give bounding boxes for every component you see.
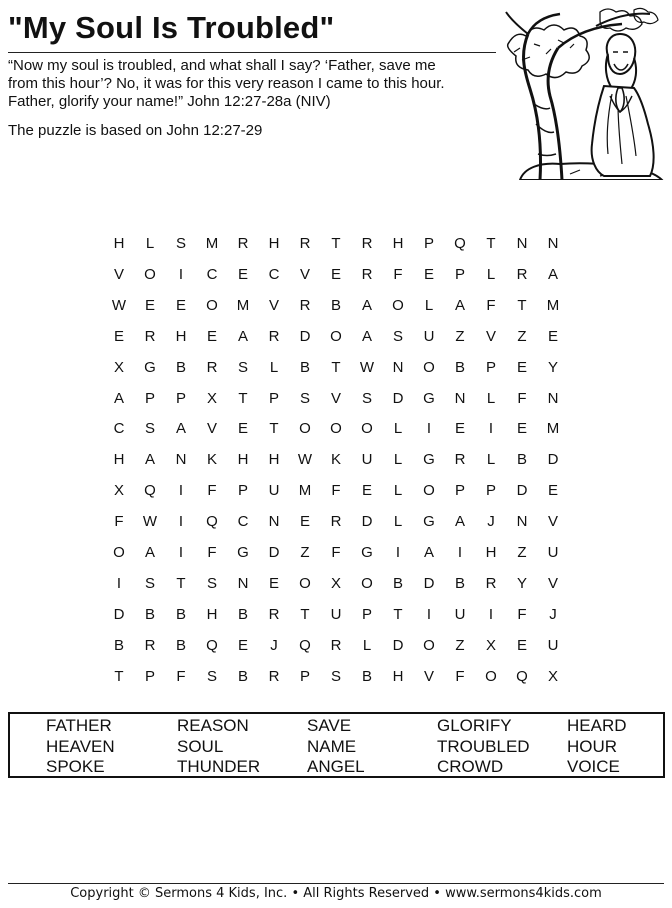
grid-letter: C <box>268 265 280 283</box>
title-underline <box>8 52 496 53</box>
grid-letter: W <box>359 358 375 376</box>
grid-letter: Z <box>517 327 527 345</box>
grid-letter: I <box>488 420 494 438</box>
grid-letter: L <box>393 420 403 438</box>
grid-letter: B <box>237 605 248 623</box>
word-list-column <box>567 716 627 778</box>
grid-letter: R <box>361 265 373 283</box>
grid-letter: G <box>237 544 249 561</box>
grid-letter: S <box>144 420 155 438</box>
copyright-footer: Copyright © Sermons 4 Kids, Inc. • All Rights Reserved • www.sermons4kids.com <box>70 886 602 901</box>
grid-letter: B <box>113 636 124 654</box>
word-list-item: SPOKE <box>46 757 105 776</box>
grid-letter: D <box>547 451 559 469</box>
grid-letter: A <box>423 544 434 561</box>
grid-letter: A <box>361 296 372 314</box>
grid-letter: R <box>516 265 528 283</box>
grid-letter: E <box>330 265 341 283</box>
grid-letter: T <box>269 420 279 438</box>
grid-letter: P <box>175 389 186 407</box>
grid-letter: N <box>516 513 528 531</box>
grid-letter: R <box>144 636 156 654</box>
grid-letter: A <box>237 327 248 345</box>
grid-letter: F <box>486 296 496 314</box>
grid-letter: C <box>113 420 125 438</box>
grid-letter: N <box>268 513 280 531</box>
grid-letter: S <box>206 667 217 685</box>
grid-letter: V <box>113 265 124 283</box>
grid-letter: E <box>423 265 434 283</box>
grid-letter: S <box>392 327 403 345</box>
grid-letter: I <box>426 605 432 623</box>
grid-letter: J <box>270 636 278 654</box>
grid-letter: O <box>206 296 218 314</box>
grid-letter: R <box>237 235 249 252</box>
grid-letter: F <box>207 544 217 561</box>
grid-letter: B <box>175 605 186 623</box>
grid-letter: N <box>237 574 249 592</box>
grid-letter: T <box>331 358 341 376</box>
word-list-item: CROWD <box>437 757 504 776</box>
grid-letter: F <box>517 389 527 407</box>
grid-letter: P <box>485 358 496 376</box>
grid-letter: O <box>144 265 156 283</box>
grid-letter: A <box>144 451 155 469</box>
grid-letter: P <box>237 482 248 500</box>
grid-letter: S <box>206 574 217 592</box>
grid-letter: B <box>330 296 341 314</box>
grid-letter: L <box>393 451 403 469</box>
grid-letter: D <box>299 327 311 345</box>
grid-letter: W <box>111 296 127 314</box>
grid-letter: T <box>114 667 124 685</box>
grid-letter: Q <box>299 636 311 654</box>
grid-letter: Z <box>517 544 527 561</box>
grid-letter: E <box>175 296 186 314</box>
grid-letter: E <box>516 358 527 376</box>
grid-letter: J <box>549 605 557 623</box>
grid-letter: H <box>268 235 280 252</box>
grid-letter: L <box>424 296 434 314</box>
grid-letter: I <box>178 544 184 561</box>
grid-letter: U <box>268 482 280 500</box>
grid-letter: G <box>423 513 435 531</box>
grid-letter: R <box>299 235 311 252</box>
grid-letter: L <box>486 451 496 469</box>
grid-letter: E <box>516 420 527 438</box>
grid-letter: Q <box>206 513 218 531</box>
word-list-item: TROUBLED <box>437 736 530 756</box>
grid-letter: T <box>517 296 527 314</box>
footer-divider <box>8 883 664 884</box>
word-list-item: NAME <box>307 736 357 756</box>
grid-letter: E <box>454 420 465 438</box>
grid-letter: V <box>330 389 341 407</box>
grid-letter: V <box>485 327 496 345</box>
grid-letter: D <box>423 574 435 592</box>
grid-letter: B <box>516 451 527 469</box>
grid-letter: E <box>237 420 248 438</box>
grid-letter: P <box>299 667 310 685</box>
grid-letter: S <box>330 667 341 685</box>
word-list-column <box>46 716 115 778</box>
grid-letter: E <box>268 574 279 592</box>
grid-letter: V <box>547 574 558 592</box>
grid-letter: R <box>330 636 342 654</box>
grid-letter: E <box>516 636 527 654</box>
grid-letter: V <box>547 513 558 531</box>
word-list-column <box>437 716 530 778</box>
jesus-praying-by-tree-icon <box>500 4 666 180</box>
grid-letter: K <box>330 451 341 469</box>
grid-letter: N <box>516 235 528 252</box>
grid-letter: A <box>547 265 558 283</box>
verse-text <box>8 57 508 111</box>
grid-letter: E <box>206 327 217 345</box>
grid-letter: Q <box>144 482 156 500</box>
grid-letter: D <box>268 544 280 561</box>
puzzle-source-note: The puzzle is based on John 12:27-29 <box>8 122 263 139</box>
grid-letter: U <box>361 451 373 469</box>
grid-letter: V <box>206 420 217 438</box>
grid-letter: A <box>113 389 124 407</box>
grid-letter: B <box>454 358 465 376</box>
grid-letter: H <box>113 235 125 252</box>
word-list-item: HEARD <box>567 716 627 735</box>
grid-letter: X <box>113 358 124 376</box>
word-list-item: GLORIFY <box>437 716 512 735</box>
grid-letter: H <box>206 605 218 623</box>
grid-letter: P <box>454 265 465 283</box>
grid-letter: F <box>393 265 403 283</box>
grid-letter: T <box>176 574 186 592</box>
grid-letter: B <box>144 605 155 623</box>
grid-letter: E <box>547 327 558 345</box>
grid-letter: Z <box>455 636 465 654</box>
grid-letter: L <box>145 235 155 252</box>
grid-letter: U <box>454 605 466 623</box>
verse-line: “Now my soul is troubled, and what shall I say? ‘Father, save me <box>8 57 436 74</box>
grid-letter: N <box>547 235 559 252</box>
grid-letter: R <box>485 574 497 592</box>
word-list-item: SAVE <box>307 716 352 735</box>
grid-letter: R <box>144 327 156 345</box>
grid-letter: P <box>144 667 155 685</box>
grid-letter: E <box>547 482 558 500</box>
word-list-item: ANGEL <box>307 757 365 776</box>
grid-letter: B <box>175 358 186 376</box>
grid-letter: P <box>485 482 496 500</box>
grid-letter: O <box>299 420 311 438</box>
grid-letter: J <box>487 513 495 531</box>
grid-letter: R <box>330 513 342 531</box>
grid-letter: R <box>268 327 280 345</box>
grid-letter: F <box>176 667 186 685</box>
grid-letter: I <box>395 544 401 561</box>
grid-letter: C <box>237 513 249 531</box>
grid-letter: L <box>393 482 403 500</box>
grid-letter: H <box>392 667 404 685</box>
grid-letter: A <box>175 420 186 438</box>
grid-letter: D <box>516 482 528 500</box>
grid-letter: V <box>423 667 434 685</box>
grid-letter: R <box>454 451 466 469</box>
grid-letter: Y <box>516 574 527 592</box>
grid-letter: O <box>299 574 311 592</box>
grid-letter: B <box>454 574 465 592</box>
grid-letter: K <box>206 451 217 469</box>
grid-letter: C <box>206 265 218 283</box>
grid-letter: X <box>485 636 496 654</box>
grid-letter: I <box>178 513 184 531</box>
grid-letter: O <box>330 420 342 438</box>
grid-letter: G <box>423 389 435 407</box>
grid-letter: V <box>268 296 279 314</box>
word-search-grid <box>104 229 570 689</box>
grid-letter: R <box>361 235 373 252</box>
grid-letter: G <box>361 544 373 561</box>
grid-letter: U <box>423 327 435 345</box>
grid-letter: F <box>114 513 124 531</box>
grid-letter: E <box>237 636 248 654</box>
grid-letter: M <box>236 296 250 314</box>
grid-letter: N <box>454 389 466 407</box>
grid-letter: O <box>361 420 373 438</box>
grid-letter: B <box>175 636 186 654</box>
word-list-item: THUNDER <box>177 757 261 776</box>
grid-letter: Y <box>547 358 558 376</box>
grid-letter: D <box>361 513 373 531</box>
grid-letter: T <box>393 605 403 623</box>
grid-letter: H <box>175 327 187 345</box>
grid-letter: Z <box>455 327 465 345</box>
grid-letter: I <box>178 482 184 500</box>
grid-letter: I <box>488 605 494 623</box>
grid-letter: O <box>392 296 404 314</box>
grid-letter: F <box>455 667 465 685</box>
grid-letter: O <box>330 327 342 345</box>
grid-letter: L <box>486 265 496 283</box>
grid-letter: Q <box>206 636 218 654</box>
grid-letter: B <box>392 574 403 592</box>
grid-letter: P <box>361 605 372 623</box>
grid-letter: H <box>485 544 497 561</box>
grid-letter: B <box>237 667 248 685</box>
grid-letter: N <box>175 451 187 469</box>
grid-letter: X <box>547 667 558 685</box>
grid-letter: F <box>207 482 217 500</box>
grid-letter: S <box>361 389 372 407</box>
grid-letter: Z <box>300 544 310 561</box>
grid-letter: L <box>393 513 403 531</box>
grid-letter: S <box>299 389 310 407</box>
grid-letter: R <box>268 605 280 623</box>
grid-letter: N <box>392 358 404 376</box>
grid-letter: B <box>361 667 372 685</box>
grid-letter: F <box>331 544 341 561</box>
grid-letter: N <box>547 389 559 407</box>
word-list-box <box>8 712 665 778</box>
verse-line: Father, glorify your name!” John 12:27-28a (NIV) <box>8 93 331 110</box>
word-list-column <box>177 716 260 778</box>
grid-letter: G <box>423 451 435 469</box>
grid-letter: U <box>330 605 342 623</box>
word-list-item: FATHER <box>46 716 112 735</box>
grid-letter: W <box>142 513 158 531</box>
grid-letter: R <box>268 667 280 685</box>
grid-letter: I <box>457 544 463 561</box>
page-title: "My Soul Is Troubled" <box>8 10 335 45</box>
grid-letter: A <box>361 327 372 345</box>
grid-letter: E <box>144 296 155 314</box>
grid-letter: F <box>331 482 341 500</box>
grid-letter: G <box>144 358 156 376</box>
grid-letter: B <box>299 358 310 376</box>
grid-letter: M <box>546 420 560 438</box>
grid-letter: T <box>238 389 248 407</box>
word-list-item: HOUR <box>567 736 618 756</box>
grid-letter: E <box>113 327 124 345</box>
grid-letter: I <box>178 265 184 283</box>
grid-letter: M <box>546 296 560 314</box>
grid-letter: D <box>113 605 125 623</box>
grid-letter: I <box>426 420 432 438</box>
grid-letter: R <box>299 296 311 314</box>
grid-letter: P <box>423 235 434 252</box>
grid-letter: O <box>423 482 435 500</box>
grid-letter: M <box>298 482 312 500</box>
grid-letter: A <box>144 544 155 561</box>
grid-letter: Q <box>516 667 528 685</box>
grid-letter: M <box>205 235 219 252</box>
grid-letter: D <box>392 389 404 407</box>
grid-letter: A <box>454 296 465 314</box>
grid-letter: U <box>547 544 559 561</box>
grid-letter: I <box>116 574 122 592</box>
grid-letter: U <box>547 636 559 654</box>
grid-letter: E <box>299 513 310 531</box>
grid-letter: S <box>175 235 186 252</box>
grid-letter: O <box>113 544 125 561</box>
grid-letter: S <box>237 358 248 376</box>
word-list-item: VOICE <box>567 757 620 776</box>
grid-letter: F <box>517 605 527 623</box>
grid-letter: L <box>486 389 496 407</box>
grid-letter: H <box>113 451 125 469</box>
word-list-column <box>307 716 365 778</box>
grid-letter: X <box>206 389 217 407</box>
grid-letter: P <box>454 482 465 500</box>
grid-letter: T <box>486 235 496 252</box>
grid-letter: T <box>300 605 310 623</box>
grid-letter: P <box>268 389 279 407</box>
grid-letter: X <box>330 574 341 592</box>
verse-line: from this hour’? No, it was for this very reason I came to this hour. <box>8 75 445 92</box>
grid-letter: E <box>361 482 372 500</box>
grid-letter: D <box>392 636 404 654</box>
word-list-item: REASON <box>177 716 249 735</box>
grid-letter: O <box>485 667 497 685</box>
grid-letter: E <box>237 265 248 283</box>
grid-letter: A <box>454 513 465 531</box>
grid-letter: H <box>392 235 404 252</box>
grid-letter: W <box>297 451 313 469</box>
grid-letter: L <box>362 636 372 654</box>
grid-letter: L <box>269 358 279 376</box>
grid-letter: O <box>423 636 435 654</box>
word-list-item: HEAVEN <box>46 736 115 756</box>
grid-letter: H <box>268 451 280 469</box>
grid-letter: S <box>144 574 155 592</box>
grid-letter: T <box>331 235 341 252</box>
word-list-item: SOUL <box>177 736 224 756</box>
grid-letter: R <box>206 358 218 376</box>
grid-letter: H <box>237 451 249 469</box>
grid-letter: O <box>361 574 373 592</box>
grid-letter: V <box>299 265 310 283</box>
grid-letter: P <box>144 389 155 407</box>
grid-letter: O <box>423 358 435 376</box>
grid-letter: Q <box>454 235 466 252</box>
grid-letter: X <box>113 482 124 500</box>
